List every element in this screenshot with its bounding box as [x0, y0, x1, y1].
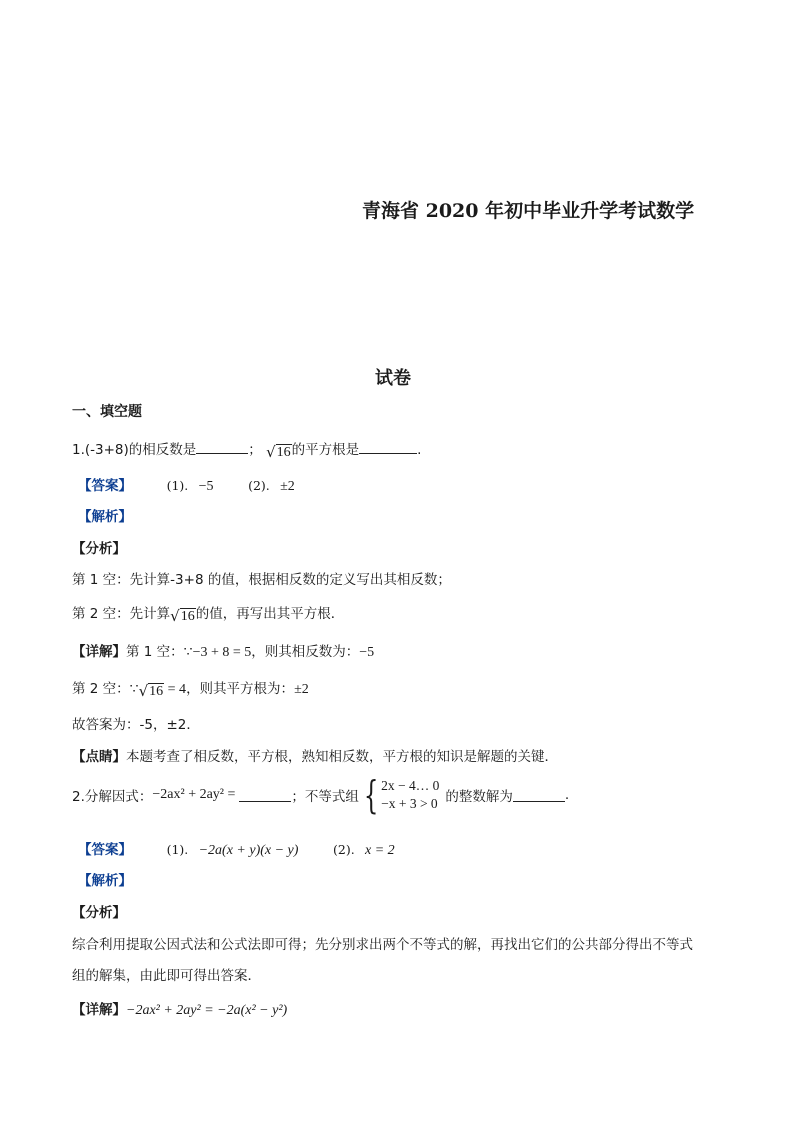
q1-detail-1: 【详解】第 1 空：∵−3 + 8 = 5，则其相反数为：−5	[72, 644, 375, 660]
q1-text-b: ；	[248, 442, 262, 458]
q2-detail: 【详解】−2ax² + 2ay² = −2a(x² − y²)	[72, 1002, 288, 1018]
q1-answer: 【答案】 (1). −5 (2). ±2	[78, 478, 295, 494]
q2-inequality-1: 2x − 4… 0	[381, 778, 440, 793]
q2-blank-1	[239, 789, 291, 802]
q2-analysis-line-1: 综合利用提取公因式法和公式法即可得；先分别求出两个不等式的解，再找出它们的公共部分得出不等式	[72, 937, 693, 953]
q1-analysis-tag: 【解析】	[78, 509, 132, 525]
q1-answer-1: −5	[198, 479, 214, 494]
q1-conclusion: 故答案为：-5，±2．	[72, 717, 200, 733]
q2-blank-2	[513, 789, 565, 802]
q1-text-c: 的平方根是	[291, 442, 360, 458]
q2-fenxi-tag: 【分析】	[72, 905, 126, 921]
q2-answer-2: x = 2	[365, 843, 395, 858]
answer-tag: 【答案】	[78, 842, 132, 858]
q2-expression: −2ax² + 2ay² =	[152, 787, 236, 802]
q1-blank-1	[196, 441, 248, 454]
q1-blank-2	[359, 441, 417, 454]
q2-analysis-line-2: 组的解集，由此即可得出答案．	[72, 968, 261, 984]
q2-inequality-system: { 2x − 4… 0 −x + 3 > 0	[363, 773, 440, 817]
q2-inequality-2: −x + 3 > 0	[381, 796, 438, 811]
section-heading: 一、填空题	[72, 404, 142, 420]
q1-text-a: 1.(-3+8)的相反数是	[72, 442, 197, 458]
q2-answer-1: −2a(x + y)(x − y)	[198, 843, 299, 858]
q2-analysis-tag: 【解析】	[78, 873, 132, 889]
q2-answer: 【答案】 (1). −2a(x + y)(x − y) (2). x = 2	[78, 842, 395, 858]
q1-step2: 第 2 空：先计算 √ 16 的值，再写出其平方根．	[72, 606, 345, 625]
q1-detail-2: 第 2 空：∵ √ 16 = 4，则其平方根为：±2	[72, 681, 309, 700]
q1-answer-2: ±2	[280, 479, 295, 494]
q2-stem: 2.分解因式： −2ax² + 2ay² = ；不等式组 { 2x − 4… 0 −x + 3 > 0 的整数解为 .	[72, 773, 570, 817]
document-title: 青海省 2020 年初中毕业升学考试数学	[362, 200, 695, 222]
document-subtitle: 试卷	[375, 368, 411, 389]
answer-tag: 【答案】	[78, 478, 132, 494]
q1-step1: 第 1 空：先计算-3+8 的值，根据相反数的定义写出其相反数；	[72, 572, 451, 588]
q1-sqrt: √ 16	[266, 443, 291, 461]
q1-comment: 【点睛】本题考查了相反数，平方根，熟知相反数，平方根的知识是解题的关键．	[72, 749, 558, 765]
q1-fenxi-tag: 【分析】	[72, 541, 126, 557]
q1-stem: 1.(-3+8)的相反数是 ； √ 16 的平方根是 .	[72, 442, 422, 461]
